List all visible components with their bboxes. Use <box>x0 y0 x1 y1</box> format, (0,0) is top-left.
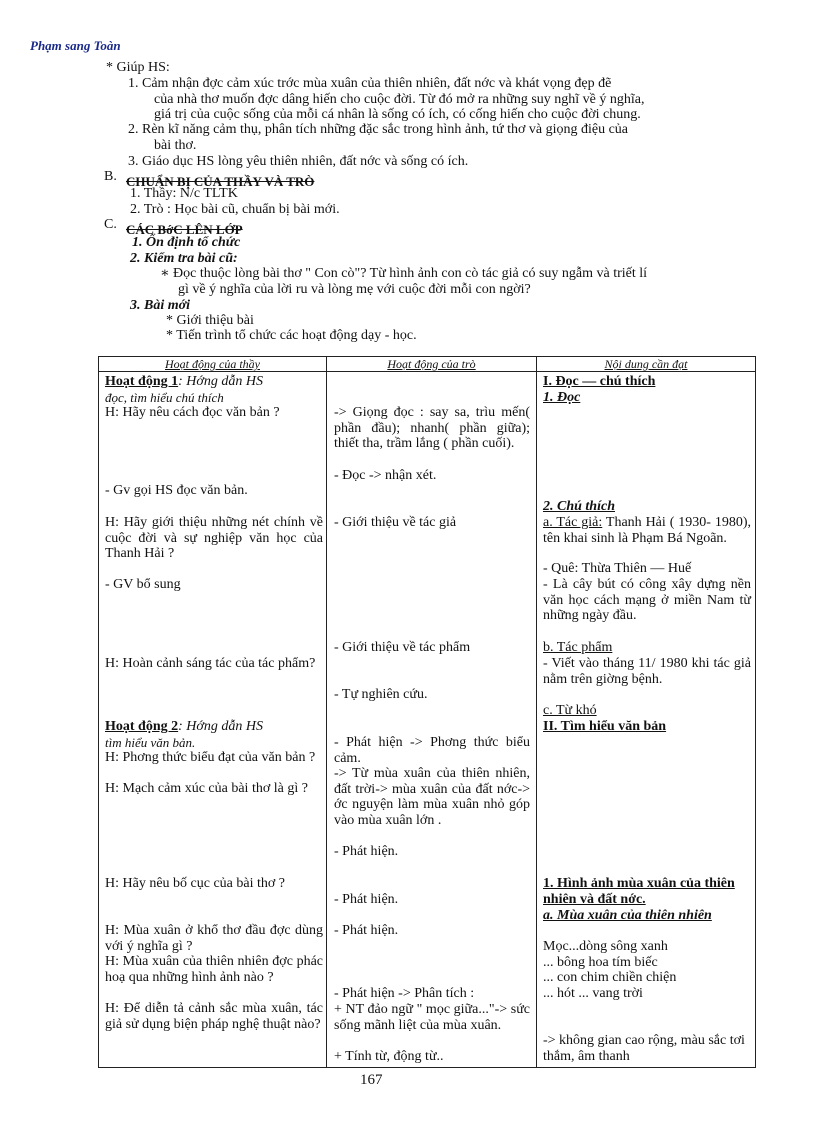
teacher-question: H: Hoàn cảnh sáng tác của tác phẩm? <box>105 656 316 671</box>
intro-bullet: * Giúp HS: <box>106 60 170 75</box>
activity-1-heading: Hoạt động 1: Hớng dẫn HS đọc, tìm hiểu chú thích <box>105 374 263 405</box>
teacher-question: H: Để diễn tả cảnh sắc mùa xuân, tác giả sử dụng biện pháp nghệ thuật nào? <box>105 1001 323 1032</box>
content-text: ... bông hoa tím biếc <box>543 955 658 970</box>
student-answer: -> Giọng đọc : say sa, trìu mến( phần đầu); nhanh( phần giữa); thiết tha, trầm lắng ( phần cuối). <box>334 405 530 451</box>
content-text: - Quê: Thừa Thiên — Huế <box>543 561 692 576</box>
intro-line: 1. Cảm nhận đợc cảm xúc trớc mùa xuân của thiên nhiên, đất nớc và khát vọng đẹp đẽ <box>128 76 612 91</box>
content-text: Mọc...dòng sông xanh <box>543 939 668 954</box>
student-answer: - Đọc -> nhận xét. <box>334 468 437 483</box>
student-answer: - Phát hiện. <box>334 892 399 907</box>
content-text: - Viết vào tháng 11/ 1980 khi tác giả nằm trên giờng bệnh. <box>543 656 751 687</box>
content-text: -> không gian cao rộng, màu sắc tơi thắm, âm thanh <box>543 1033 745 1064</box>
content-heading: 1. Đọc <box>543 390 581 405</box>
intro-line: của nhà thơ muốn đợc dâng hiến cho cuộc đời. Từ đó mở ra những suy nghĩ về ý nghĩa, <box>154 92 645 107</box>
lesson-table <box>98 356 756 1068</box>
teacher-question: H: Hãy nêu bố cục của bài thơ ? <box>105 876 286 891</box>
section-c-letter: C. <box>104 217 117 232</box>
page-number: 167 <box>360 1072 383 1088</box>
section-c-item: ∗ Đọc thuộc lòng bài thơ " Con cò"? Từ hình ảnh con cò tác giả có suy ngẫm và triết lí <box>160 266 648 281</box>
intro-line: 3. Giáo dục HS lòng yêu thiên nhiên, đất nớc và sống có ích. <box>128 154 469 169</box>
teacher-question: H: Hãy nêu cách đọc văn bản ? <box>105 405 280 420</box>
student-answer: - Phát hiện -> Phân tích : <box>334 986 475 1001</box>
content-heading: I. Đọc — chú thích <box>543 374 656 389</box>
teacher-question: H: Mạch cảm xúc của bài thơ là gì ? <box>105 781 308 796</box>
content-heading: a. Mùa xuân của thiên nhiên <box>543 908 712 923</box>
teacher-action: - GV bổ sung <box>105 577 181 592</box>
student-answer: - Phát hiện. <box>334 844 399 859</box>
content-heading: 1. Hình ảnh mùa xuân của thiên nhiên và đất nớc. <box>543 876 735 907</box>
student-answer: + Tính từ, động từ.. <box>334 1049 444 1064</box>
intro-line: 2. Rèn kĩ năng cảm thụ, phân tích những đặc sắc trong hình ảnh, tứ thơ và giọng điệu của <box>128 122 629 137</box>
section-b-title: CHUẨN BỊ CỦA THẦY VÀ TRÒ <box>126 174 315 189</box>
teacher-question: H: Phơng thức biểu đạt của văn bản ? <box>105 750 316 765</box>
section-c-item: 3. Bài mới <box>130 298 191 313</box>
student-answer: + NT đảo ngữ " mọc giữa..."-> sức sống mãnh liệt của mùa xuân. <box>334 1002 530 1033</box>
header-student: Hoạt động của trò <box>387 357 476 371</box>
section-b-letter: B. <box>104 169 117 184</box>
teacher-question: H: Hãy giới thiệu những nét chính về cuộc đời và sự nghiệp văn học của Thanh Hải ? <box>105 515 323 561</box>
section-c-title: CÁC BớC LÊN LỚP <box>126 222 243 237</box>
teacher-action: - Gv gọi HS đọc văn bản. <box>105 483 248 498</box>
section-c-item: gì về ý nghĩa của lời ru và lòng mẹ với cuộc đời mỗi con ngời? <box>178 282 531 297</box>
student-answer: - Phát hiện. <box>334 923 399 938</box>
student-answer: -> Từ mùa xuân của thiên nhiên, đất trời-> mùa xuân của đất nớc-> ớc nguyện làm mùa xuân nhỏ góp vào mùa xuân lớn . <box>334 766 530 828</box>
section-b-item: 2. Trò : Học bài cũ, chuẩn bị bài mới. <box>130 202 340 217</box>
content-text: ... hót ... vang trời <box>543 986 643 1001</box>
section-c-item: 1. Ổn định tổ chức <box>132 235 241 250</box>
content-heading: 2. Chú thích <box>543 499 615 514</box>
content-text: - Là cây bút có công xây dựng nền văn học cách mạng ở miền Nam từ những ngày đầu. <box>543 577 751 623</box>
teacher-question: H: Mùa xuân ở khổ thơ đầu đợc dùng với ý nghĩa gì ? <box>105 923 323 954</box>
intro-line: bài thơ. <box>154 138 197 153</box>
content-subheading: c. Từ khó <box>543 703 597 718</box>
section-b-item: 1. Thầy: N/c TLTK <box>130 186 238 201</box>
content-text: a. Tác giả: Thanh Hải ( 1930- 1980), tên khai sinh là Phạm Bá Ngoãn. <box>543 515 751 546</box>
student-answer: - Giới thiệu về tác phẩm <box>334 640 471 655</box>
content-text: ... con chim chiền chiện <box>543 970 677 985</box>
header-content: Nội dung cần đạt <box>604 357 688 371</box>
section-c-item: * Giới thiệu bài <box>166 313 254 328</box>
student-answer: - Tự nghiên cứu. <box>334 687 428 702</box>
header-teacher: Hoạt động của thầy <box>165 357 260 371</box>
author-header: Phạm sang Toàn <box>30 38 121 53</box>
content-heading: II. Tìm hiểu văn bản <box>543 719 667 734</box>
student-answer: - Phát hiện -> Phơng thức biểu cảm. <box>334 735 530 766</box>
content-subheading: b. Tác phẩm <box>543 640 613 655</box>
activity-2-heading: Hoạt động 2: Hớng dẫn HS tìm hiểu văn bản. <box>105 719 263 750</box>
student-answer: - Giới thiệu về tác giả <box>334 515 457 530</box>
intro-line: giá trị của cuộc sống của mỗi cá nhân là sống có ích, có cống hiến cho cuộc đời chung. <box>154 107 641 122</box>
section-c-item: * Tiến trình tổ chức các hoạt động dạy - học. <box>166 328 417 343</box>
teacher-question: H: Mùa xuân của thiên nhiên đợc phác hoạ qua những hình ảnh nào ? <box>105 954 323 985</box>
section-c-item: 2. Kiểm tra bài cũ: <box>130 251 238 266</box>
